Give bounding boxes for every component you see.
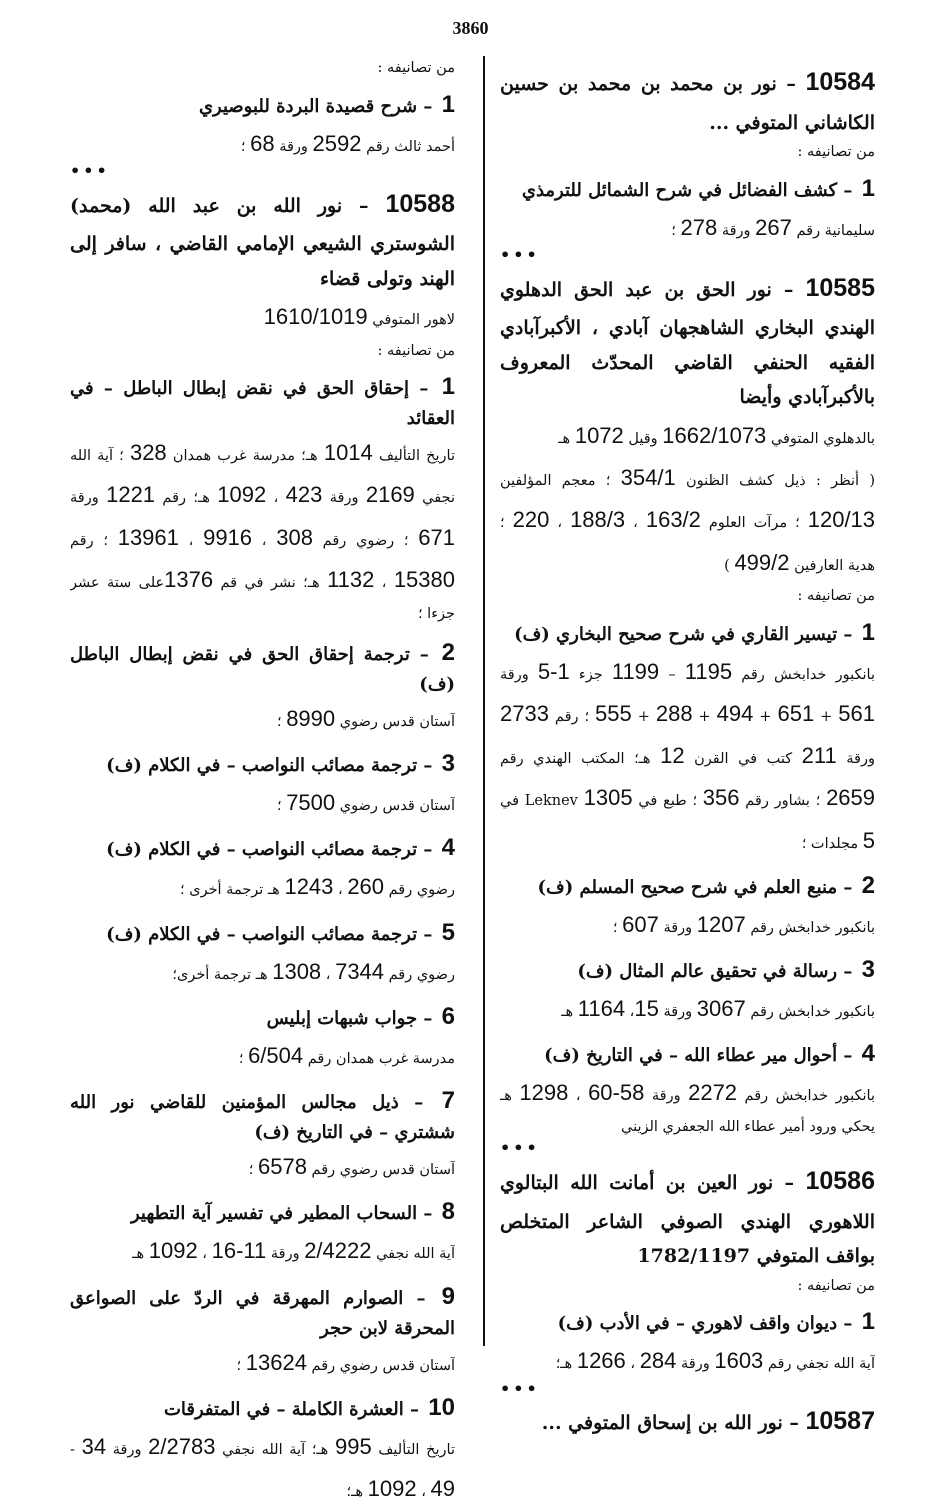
work-title: 4 – أحوال مير عطاء الله – في التاريخ (ف) [544, 1040, 875, 1068]
works-label: من تصانيفه : [797, 587, 875, 604]
column-divider [483, 56, 485, 1346]
separator-dots: ••• [500, 1142, 540, 1156]
page-number: 3860 [452, 18, 489, 38]
manuscript-info: مدرسة غرب همدان رقم 6/504 ؛ [238, 1042, 455, 1068]
work-title: 4 – ترجمة مصائب النواصب – في الكلام (ف) [106, 834, 455, 862]
entry-10586: 10586 – نور العين بن أمانت الله البتالوي اللاهوري الهندي الصوفي الشاعر المتخلص بواقف المتوفي 1782/1197 [500, 1167, 875, 1268]
work-title: 3 – ترجمة مصائب النواصب – في الكلام (ف) [106, 750, 455, 778]
work-title: 1 – كشف الفضائل في شرح الشمائل للترمذي [521, 174, 875, 202]
entry-10587: 10587 – نور الله بن إسحاق المتوفي ... [541, 1407, 875, 1436]
work-title: 1 – تيسير القاري في شرح صحيح البخاري (ف) [514, 618, 875, 646]
separator-dots: ••• [500, 248, 540, 262]
work-title: 1 – إحقاق الحق في نقض إبطال الباطل – في العقائد [70, 373, 455, 430]
manuscript-info: آستان قدس رضوي رقم 13624 ؛ [236, 1349, 455, 1375]
entry-10584: 10584 – نور بن محمد بن محمد بن حسين الكاشاني المتوفي ... [500, 68, 875, 134]
manuscript-info: رضوي رقم 260 ، 1243 هـ ترجمة أخرى ؛ [180, 874, 455, 900]
manuscript-info: آستان قدس رضوي رقم 6578 ؛ [248, 1154, 455, 1180]
entry-10588: 10588 – نور الله بن عبد الله (محمد) الشوستري الشيعي الإمامي القاضي ، سافر إلى الهند وتولى قضاء [70, 189, 455, 290]
work-title: 9 – الصوارم المهرقة في الردّ على الصواعق المحرقة لابن حجر [70, 1282, 455, 1339]
manuscript-info: رضوي رقم 7344 ، 1308 هـ ترجمة أخرى؛ [172, 958, 455, 984]
death-date: بالدهلوي المتوفي 1662/1073 وقيل 1072 هـ [558, 422, 875, 448]
manuscript-info: آية الله نجفي رقم 1603 ورقة 284 ، 1266 هـ؛ [555, 1348, 875, 1374]
death-date: لاهور المتوفي 1610/1019 [263, 304, 455, 330]
works-label: من تصانيفه : [377, 60, 455, 76]
work-title: 2 – منبع العلم في شرح صحيح المسلم (ف) [537, 871, 875, 899]
work-title: 7 – ذيل مجالس المؤمنين للقاضي نور الله ششتري – في التاريخ (ف) [70, 1087, 455, 1144]
works-label: من تصانيفه : [377, 342, 455, 359]
manuscript-info: تاريخ التأليف 995 هـ؛ آية الله نجفي 2/2783 ورقة 34 - 49 ، 1092 هـ؛ [70, 1433, 455, 1502]
manuscript-info: بانكبور خدابخش رقم 2272 ورقة 58-60 ، 1298 هـ يحكي ورود أمير عطاء الله الجعفري الزيني [500, 1080, 875, 1136]
references: ( أنظر : ذيل كشف الظنون 354/1 ؛ معجم المؤلفين 120/13 ؛ مرآت العلوم 163/2 ، 188/3 ، 220 ؛ هدية العارفين 499/2 ) [500, 465, 875, 575]
manuscript-info: بانكبور خدابخش رقم 1195 – 1199 جزء 1-5 ورقة 561 + 651 + 494 + 288 + 555 ؛ رقم 2733 ورقة 211 كتب في القرن 12 هـ؛ المكتب الهندي رقم 2659 ؛ بشاور رقم 356 ؛ طبع في 1305 Leknev في 5 مجلدات ؛ [500, 658, 875, 853]
work-title: 5 – ترجمة مصائب النواصب – في الكلام (ف) [106, 918, 455, 946]
separator-dots: ••• [70, 164, 110, 178]
entry-10585: 10585 – نور الحق بن عبد الحق الدهلوي الهندي البخاري الشاهجهان آبادي ، الأكبرآبادي الفقيه الحنفي القاضي المحدّث المعروف بالأكبرآبادي وأيضا [500, 273, 875, 409]
separator-dots: ••• [500, 1382, 540, 1396]
works-label: من تصانيفه : [797, 144, 875, 161]
manuscript-info: تاريخ التأليف 1014 هـ؛ مدرسة غرب همدان 328 ؛ آية الله نجفي 2169 ورقة 423 ، 1092 هـ؛ رقم 1221 ورقة 671 ؛ رضوي رقم 308 ، 9916 ، 13961 ؛ رقم 15380 ، 1132 هـ؛ نشر في قم 1376على ستة عشر جزءا ؛ [70, 440, 455, 623]
work-title: 2 – ترجمة إحقاق الحق في نقض إبطال الباطل (ف) [70, 638, 455, 695]
manuscript-info: آستان قدس رضوي 7500 ؛ [276, 790, 455, 816]
work-title: 6 – جواب شبهات إبليس [266, 1002, 455, 1030]
manuscript-info: آستان قدس رضوي 8990 ؛ [276, 705, 455, 731]
manuscript-info: سليمانية رقم 267 ورقة 278 ؛ [671, 214, 875, 240]
work-title: 3 – رسالة في تحقيق عالم المثال (ف) [577, 955, 875, 983]
manuscript-info: آية الله نجفي 2/4222 ورقة 11-16 ، 1092 هـ [132, 1238, 455, 1264]
work-title: 1 – ديوان واقف لاهوري – في الأدب (ف) [557, 1308, 875, 1336]
right-column [500, 56, 875, 1445]
left-column [70, 56, 455, 1510]
work-title: 1 – شرح قصيدة البردة للبوصيري [198, 90, 455, 118]
manuscript-info: بانكبور خدابخش رقم 3067 ورقة 15، 1164 هـ [561, 995, 875, 1021]
manuscript-info: أحمد ثالث رقم 2592 ورقة 68 ؛ [240, 130, 455, 156]
work-title: 10 – العشرة الكاملة – في المتفرقات [163, 1393, 455, 1421]
manuscript-info: بانكبور خدابخش رقم 1207 ورقة 607 ؛ [612, 911, 875, 937]
work-title: 8 – السحاب المطير في تفسير آية التطهير [131, 1198, 455, 1226]
works-label: من تصانيفه : [797, 1277, 875, 1294]
